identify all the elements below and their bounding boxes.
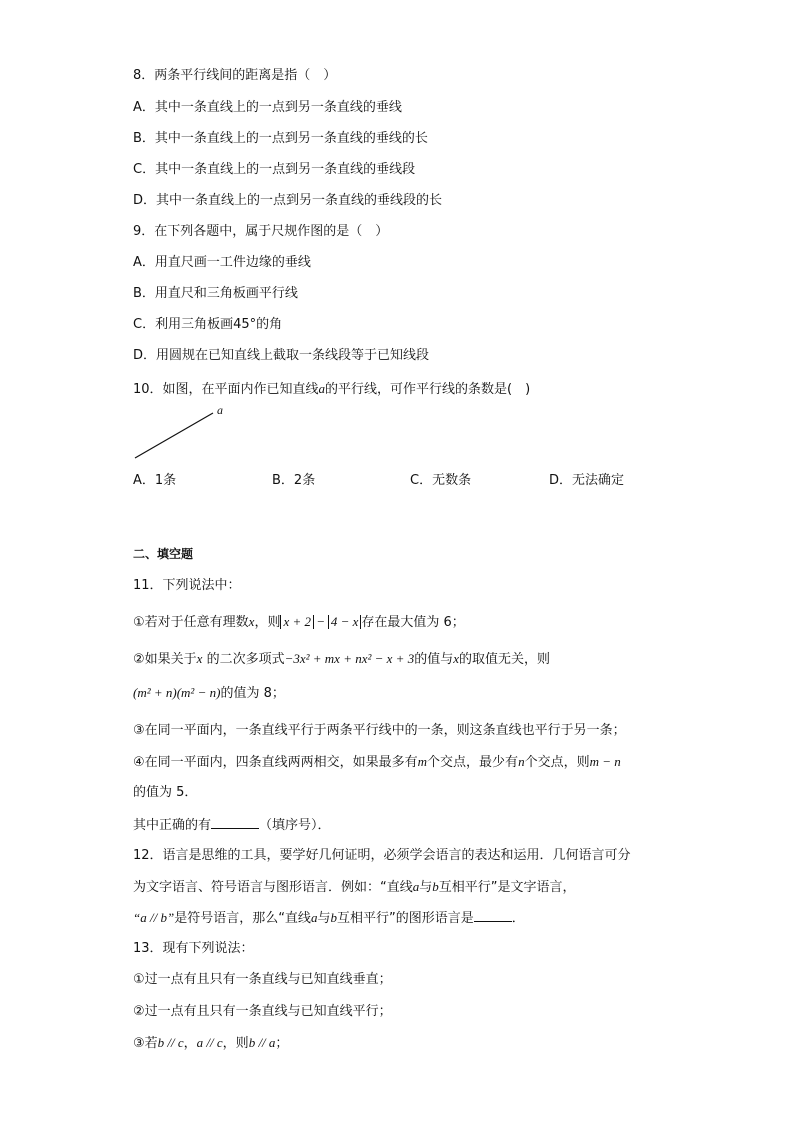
q13-s3-prefix: ③若 [133, 1036, 158, 1051]
q13-s3-expr2: a // c [196, 1035, 223, 1050]
q13-statement-2: ②过一点有且只有一条直线与已知直线平行； [133, 1004, 392, 1019]
q11-s1-abs2: 4 − x [328, 615, 362, 629]
q11-answer-line [133, 816, 331, 835]
q10-stem-prefix: 10．如图，在平面内作已知直线 [133, 382, 319, 397]
q11-s2-expr-after: 的值为 8； [220, 686, 285, 701]
q12-line3-end: ． [511, 911, 525, 926]
q11-answer-prefix: 其中正确的有 [133, 818, 212, 833]
q11-s2-x: x [196, 651, 203, 666]
q11-s4-n: n [518, 754, 525, 769]
q10-stem-suffix: 的平行线，可作平行线的条数是( ) [325, 382, 531, 397]
q11-s2-end: 的取值无关，则 [459, 652, 551, 667]
q8-option-a[interactable]: A．其中一条直线上的一点到另一条直线的垂线 [133, 100, 402, 115]
q11-s4-expr: m − n [589, 754, 621, 769]
q13-statement-1: ①过一点有且只有一条直线与已知直线垂直； [133, 972, 392, 987]
q11-statement-3: ③在同一平面内，一条直线平行于两条平行线中的一条，则这条直线也平行于另一条； [133, 723, 626, 738]
q12-line-2 [133, 878, 576, 897]
q12-yu-2: 与 [317, 911, 331, 926]
q9-option-b[interactable]: B．用直尺和三角板画平行线 [133, 286, 298, 301]
q12-var-a: a [412, 879, 420, 894]
q11-statement-2-cont [133, 684, 285, 703]
q13-s3-expr1: b // c [157, 1035, 184, 1050]
q11-s4-mid2: 个交点，则 [524, 755, 590, 770]
q12-line-1: 12．语言是思维的工具，要学好几何证明，必须学会语言的表达和运用．几何语言可分 [133, 848, 631, 863]
q11-s1-mid: ，则 [254, 615, 281, 630]
q11-answer-suffix: （填序号）． [259, 818, 331, 833]
q11-s1-minus: − [314, 614, 328, 629]
q9-option-a[interactable]: A．用直尺画一工件边缘的垂线 [133, 255, 311, 270]
q12-var-a-2: a [310, 910, 318, 925]
q11-s2-x2: x [453, 651, 460, 666]
q11-statement-4 [133, 753, 621, 772]
q10-stem [133, 380, 530, 399]
q11-stem: 11．下列说法中： [133, 578, 241, 593]
q12-var-b-2: b [330, 910, 337, 925]
q11-s2-expression: (m² + n)(m² − n) [133, 685, 221, 700]
q12-line3-mid: 是符号语言，那么“直线 [174, 911, 311, 926]
q12-answer-blank[interactable] [474, 909, 512, 922]
q13-s3-end: ； [275, 1036, 289, 1051]
q10-option-c[interactable]: C．无数条 [410, 473, 472, 488]
q13-s3-sep: ， [183, 1036, 197, 1051]
q10-option-d[interactable]: D．无法确定 [549, 473, 625, 488]
q13-s3-mid: ，则 [222, 1036, 249, 1051]
q11-s2-after: 的值与 [414, 652, 454, 667]
q9-option-c[interactable]: C．利用三角板画45°的角 [133, 317, 283, 332]
q9-stem: 9．在下列各题中，属于尺规作图的是（ ） [133, 224, 389, 239]
q13-stem: 13．现有下列说法： [133, 941, 254, 956]
q11-s1-x: x [248, 614, 255, 629]
q11-s1-suffix: 存在最大值为 6； [361, 615, 465, 630]
q11-s4-prefix: ④在同一平面内，四条直线两两相交，如果最多有 [133, 755, 418, 770]
q12-line2-prefix: 为文字语言、符号语言与图形语言．例如：“直线 [133, 880, 413, 895]
q11-s4-m: m [417, 754, 428, 769]
section-title: 二、填空题 [133, 547, 194, 561]
q9-option-d[interactable]: D．用圆规在已知直线上截取一条线段等于已知线段 [133, 348, 430, 363]
q10-figure-label: a [217, 403, 223, 417]
q12-line2-suffix: 互相平行”是文字语言， [438, 880, 576, 895]
q10-line-figure [130, 403, 230, 465]
q10-var-a: a [318, 381, 326, 396]
q11-statement-1 [133, 613, 465, 632]
q13-s3-expr3: b // a [248, 1035, 276, 1050]
q11-s4-mid1: 个交点，最少有 [427, 755, 519, 770]
q11-s1-prefix: ①若对于任意有理数 [133, 615, 249, 630]
q11-s2-polynomial: −3x² + mx + nx² − x + 3 [284, 651, 415, 666]
q12-symbol: “a // b” [133, 910, 175, 925]
line-a [135, 413, 213, 458]
q11-s2-mid: 的二次多项式 [202, 652, 285, 667]
q12-var-b: b [432, 879, 439, 894]
q13-statement-3 [133, 1034, 288, 1053]
q12-line-3 [133, 909, 525, 928]
q8-option-d[interactable]: D．其中一条直线上的一点到另一条直线的垂线段的长 [133, 193, 443, 208]
q11-answer-blank[interactable] [211, 816, 259, 829]
q10-option-b[interactable]: B．2条 [272, 473, 316, 488]
q12-yu: 与 [419, 880, 433, 895]
q11-s1-abs1: x + 2 [280, 615, 314, 629]
q8-option-b[interactable]: B．其中一条直线上的一点到另一条直线的垂线的长 [133, 131, 428, 146]
q11-s2-prefix: ②如果关于 [133, 652, 197, 667]
q11-statement-4-cont: 的值为 5． [133, 785, 198, 800]
q8-stem: 8．两条平行线间的距离是指（ ） [133, 68, 337, 83]
q12-line3-mid2: 互相平行”的图形语言是 [336, 911, 474, 926]
q11-statement-2 [133, 650, 550, 669]
q10-option-a[interactable]: A．1条 [133, 473, 177, 488]
q8-option-c[interactable]: C．其中一条直线上的一点到另一条直线的垂线段 [133, 162, 416, 177]
